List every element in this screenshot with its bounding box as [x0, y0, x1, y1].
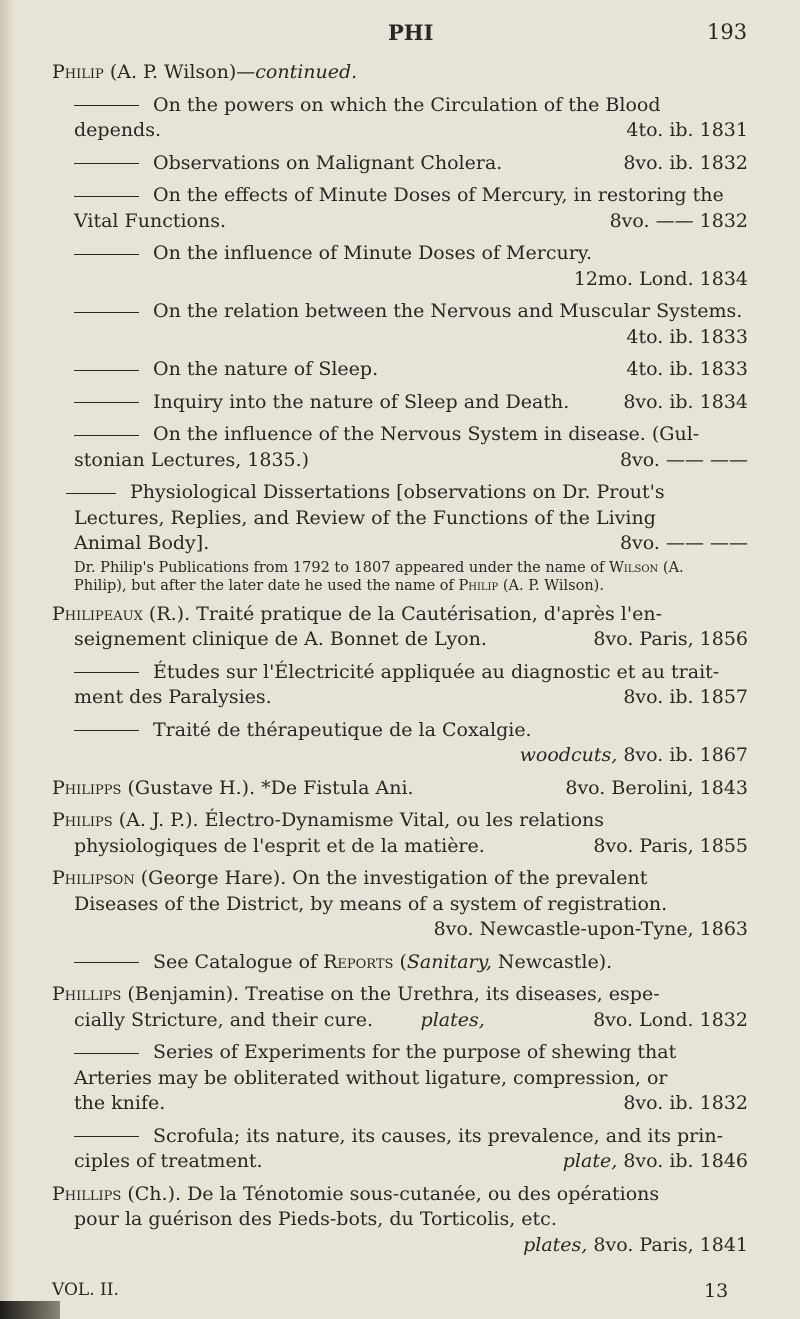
ditto-rule	[74, 163, 139, 164]
entry-note: Dr. Philip's Publications from 1792 to 1807 appeared under the name of Wilson (A. Philip), but after the later date he used the name of Philip (A. P. Wilson).	[74, 559, 684, 594]
entry-philipps: Philipps (Gustave H.). *De Fistula Ani. 8vo. Berolini, 1843	[52, 776, 748, 799]
entry-author: Philips	[52, 809, 113, 831]
ditto-rule	[66, 493, 116, 494]
entry-circulation: On the powers on which the Circulation of the Blood depends. 4to. ib. 1831	[74, 93, 748, 141]
catalogue-entries	[52, 60, 752, 1265]
entry-author: Philipps	[52, 776, 122, 799]
ditto-rule	[74, 962, 139, 963]
ditto-rule	[74, 1136, 139, 1137]
entry-nervous-muscular: On the relation between the Nervous and Muscular Systems. 4to. ib. 1833	[52, 299, 752, 350]
signature-mark: 13	[704, 1280, 729, 1302]
page-edge-shadow	[0, 1301, 60, 1319]
entry-author: Phillips	[52, 1182, 122, 1205]
entry-author: Philipson	[52, 867, 135, 889]
entry-philip-heading: Philip (A. P. Wilson)—continued.	[52, 61, 358, 83]
cross-reference: Reports	[323, 950, 394, 973]
ditto-rule	[74, 1053, 139, 1054]
ditto-rule	[74, 196, 139, 197]
entry-physiological-dissertations: Physiological Dissertations [observations on Dr. Prout's Lectures, Replies, and Review of the Functions of the Living Animal Body]. 8vo. —— —— Dr. Philip's Publications from 1792 to 1807 appeared under the name of Wilson (A. Philip), but after the later date he used the name of Philip (A. P. Wilson).	[52, 480, 752, 595]
ditto-rule	[74, 730, 139, 731]
ditto-rule	[74, 312, 139, 313]
entry-philipeaux: Philipeaux (R.). Traité pratique de la Cautérisation, d'après l'en- seignement clinique de A. Bonnet de Lyon. 8vo. Paris, 1856	[52, 602, 748, 650]
ditto-rule	[74, 402, 139, 403]
entry-sleep: On the nature of Sleep. 4to. ib. 1833	[52, 357, 752, 383]
entry-see-catalogue: See Catalogue of Reports (Sanitary, Newcastle).	[52, 950, 752, 976]
entry-author: Phillips	[52, 983, 122, 1005]
page-number: 193	[707, 20, 748, 44]
page-binding-shadow	[0, 0, 14, 1319]
entry-mercury-doses: On the effects of Minute Doses of Mercury, in restoring the Vital Functions. 8vo. —— 1832	[74, 184, 748, 232]
entry-arteries: Series of Experiments for the purpose of shewing that Arteries may be obliterated without ligature, compression, or the knife. 8vo. ib. 1832	[74, 1041, 748, 1114]
entry-phillips-benjamin: Phillips (Benjamin). Treatise on the Urethra, its diseases, espe- cially Stricture, and their cure. plates, 8vo. Lond. 1832	[52, 983, 748, 1031]
entry-sleep-death: Inquiry into the nature of Sleep and Death. 8vo. ib. 1834	[52, 390, 752, 416]
ditto-rule	[74, 254, 139, 255]
entry-electricite: Études sur l'Électricité appliquée au diagnostic et au trait- ment des Paralysies. 8vo. ib. 1857	[74, 660, 748, 708]
entry-coxalgie: Traité de thérapeutique de la Coxalgie. woodcuts, 8vo. ib. 1867	[52, 718, 752, 769]
entry-philipson: Philipson (George Hare). On the investigation of the prevalent Diseases of the District, by means of a system of registration. 8vo. Newcastle-upon-Tyne, 1863	[52, 867, 748, 940]
volume-label: VOL. II.	[52, 1280, 119, 1300]
entry-scrofula: Scrofula; its nature, its causes, its prevalence, and its prin- ciples of treatment. plate, 8vo. ib. 1846	[74, 1124, 748, 1172]
ditto-rule	[74, 105, 139, 106]
running-head: PHI	[388, 20, 434, 45]
entry-phillips-ch: Phillips (Ch.). De la Ténotomie sous-cutanée, ou des opérations pour la guérison des Pieds-bots, du Torticolis, etc. plates, 8vo. Paris, 1841	[52, 1182, 748, 1256]
ditto-rule	[74, 672, 139, 673]
entry-author: Philip	[52, 61, 104, 83]
entry-author: Philipeaux	[52, 602, 143, 625]
entry-cholera: Observations on Malignant Cholera. 8vo. ib. 1832	[52, 151, 752, 177]
entry-philips: Philips (A. J. P.). Électro-Dynamisme Vital, ou les relations physiologiques de l'esprit et de la matière. 8vo. Paris, 1855	[52, 809, 748, 857]
ditto-rule	[74, 435, 139, 436]
page-header	[0, 20, 800, 50]
entry-mercury-influence: On the influence of Minute Doses of Mercury. 12mo. Lond. 1834	[52, 241, 752, 292]
entry-gulstonian: On the influence of the Nervous System in disease. (Gul- stonian Lectures, 1835.) 8vo. —— ——	[74, 423, 748, 471]
ditto-rule	[74, 370, 139, 371]
